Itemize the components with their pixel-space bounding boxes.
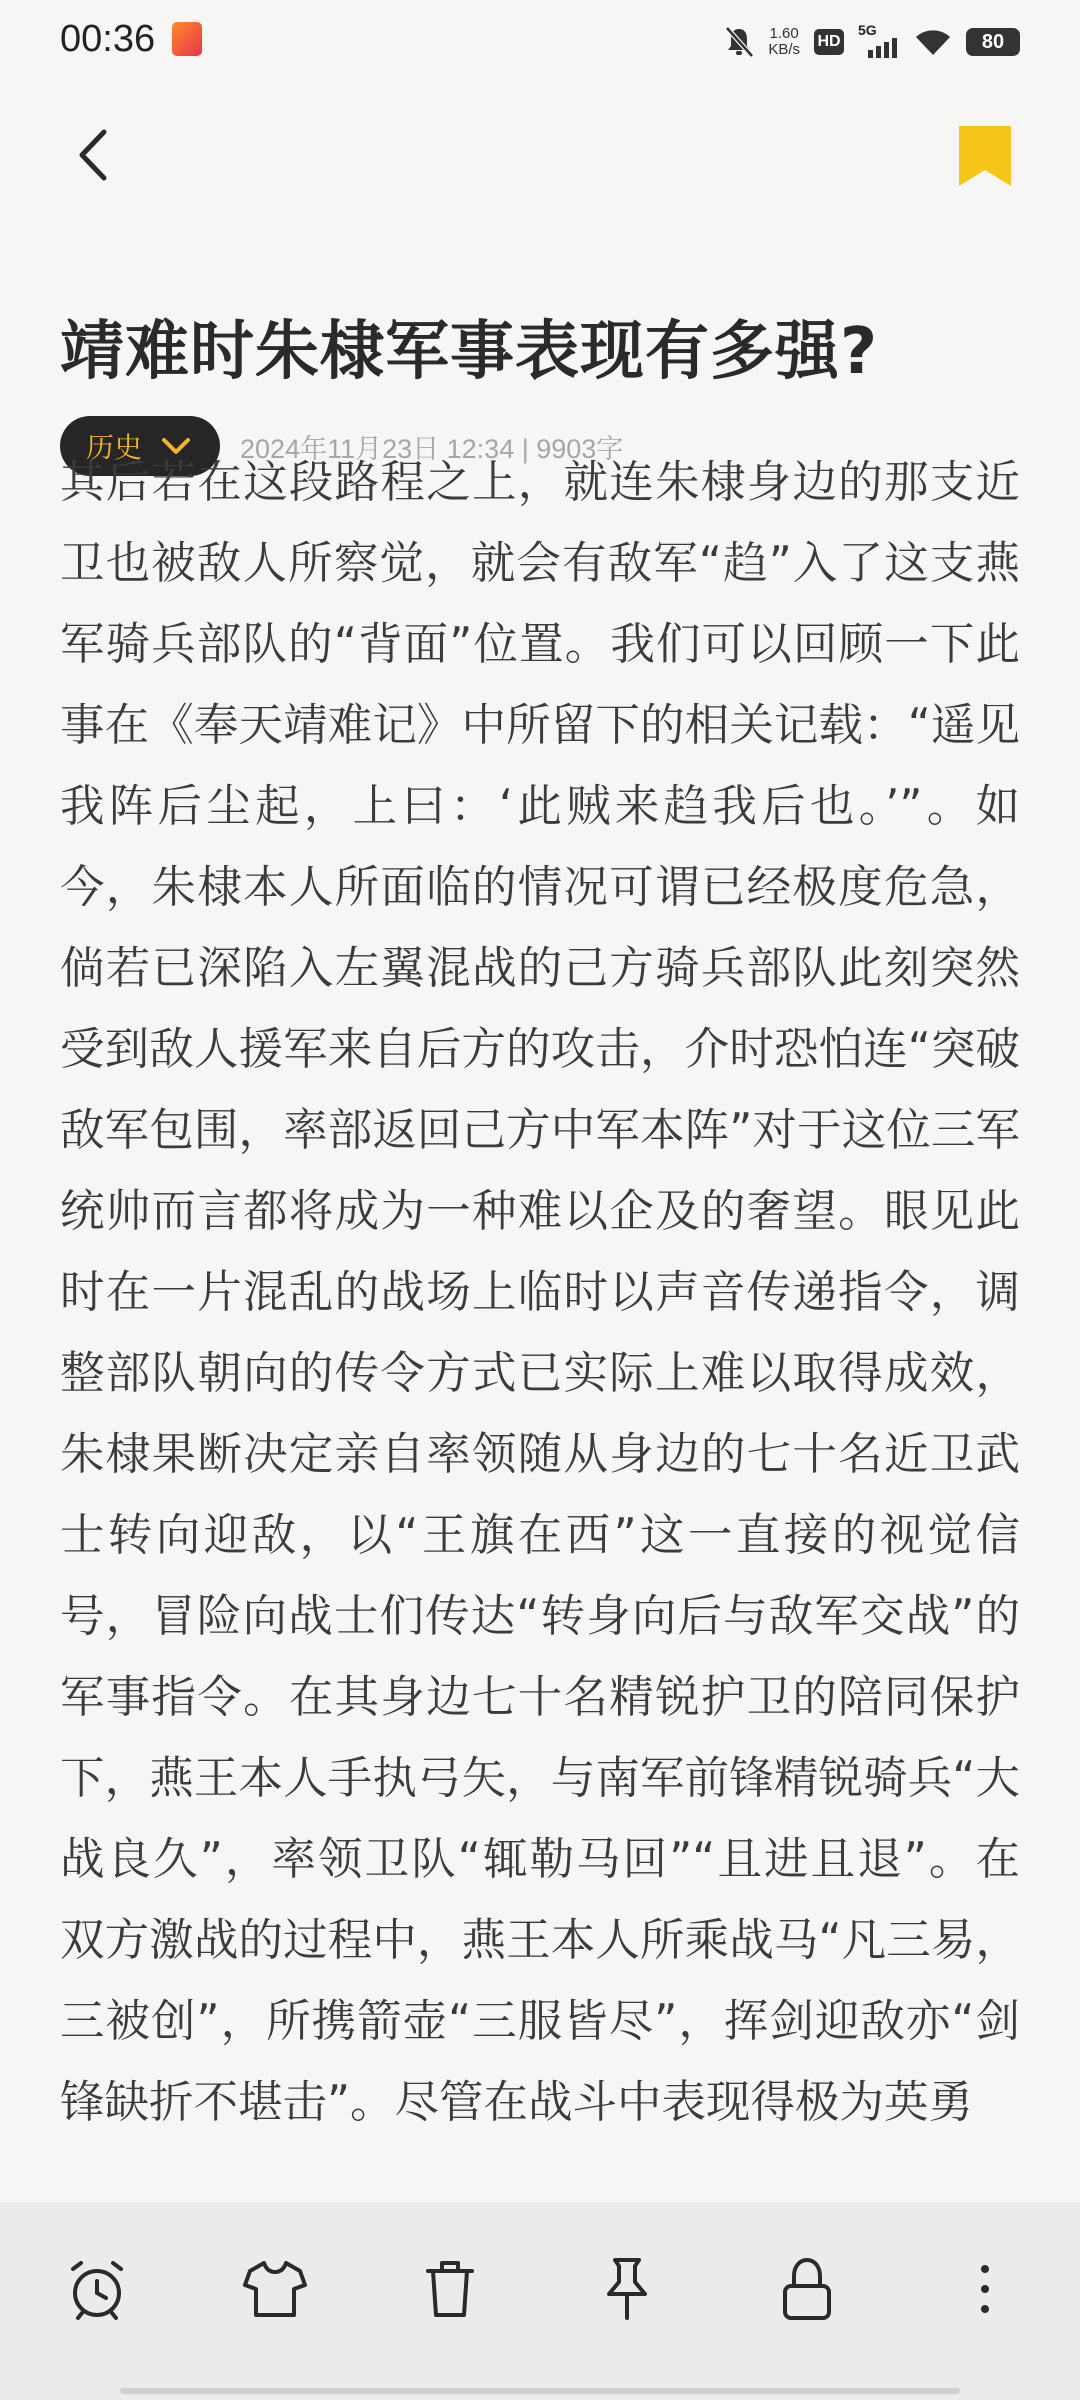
tshirt-icon	[242, 2259, 308, 2319]
cellular-signal-icon	[858, 24, 900, 60]
status-indicators	[724, 20, 1020, 64]
bookmark-button[interactable]	[955, 122, 1015, 192]
hd-badge: HD	[814, 29, 844, 55]
trash-icon	[422, 2257, 478, 2321]
lock-icon	[780, 2256, 834, 2322]
note-content-area[interactable]	[60, 457, 1020, 2202]
page-title: 靖难时朱棣军事表现有多强?	[60, 315, 879, 389]
app-notification-icon	[172, 22, 202, 56]
theme-button[interactable]	[240, 2254, 310, 2324]
article-date-wordcount: 2024年11月23日 12:34 | 9903字	[240, 433, 624, 464]
alarm-button[interactable]	[62, 2254, 132, 2324]
status-bar	[0, 0, 1080, 80]
status-time: 00:36	[60, 18, 156, 60]
bottom-toolbar	[0, 2202, 1080, 2400]
more-vertical-icon	[975, 2259, 995, 2319]
network-speed-unit: KB/s	[768, 41, 800, 58]
more-button[interactable]	[950, 2254, 1020, 2324]
home-indicator	[120, 2388, 960, 2394]
delete-button[interactable]	[415, 2254, 485, 2324]
mute-bell-icon	[724, 25, 754, 59]
battery-indicator: 80	[966, 28, 1020, 56]
pin-icon	[599, 2256, 655, 2322]
back-button[interactable]	[60, 120, 130, 190]
network-speed-value: 1.60	[769, 25, 799, 42]
pin-button[interactable]	[592, 2254, 662, 2324]
alarm-clock-icon	[65, 2257, 129, 2321]
category-label: 历史	[86, 431, 143, 464]
wifi-icon	[914, 27, 952, 57]
bookmark-icon	[955, 122, 1015, 192]
back-arrow-icon	[60, 120, 130, 190]
network-type-label: 5G	[858, 22, 877, 38]
lock-button[interactable]	[772, 2254, 842, 2324]
network-speed	[768, 26, 800, 58]
note-body-text[interactable]: 其后若在这段路程之上，就连朱棣身边的那支近卫也被敌人所察觉，就会有敌军“趋”入了这支燕军骑兵部队的“背面”位置。我们可以回顾一下此事在《奉天靖难记》中所留下的相关记载：“遥见我阵后尘起，上曰：‘此贼来趋我后也。’”。如今，朱棣本人所面临的情况可谓已经极度危急，倘若已深陷入左翼混战的己方骑兵部队此刻突然受到敌人援军来自后方的攻击，介时恐怕连“突破敌军包围，率部返回己方中军本阵”对于这位三军统帅而言都将成为一种难以企及的奢望。眼见此时在一片混乱的战场上临时以声音传递指令，调整部队朝向的传令方式已实际上难以取得成效，朱棣果断决定亲自率领随从身边的七十名近卫武士转向迎敌，以“王旗在西”这一直接的视觉信号，冒险向战士们传达“转身向后与敌军交战”的军事指令。在其身边七十名精锐护卫的陪同保护下，燕王本人手执弓矢，与南军前锋精锐骑兵“大战良久”，率领卫队“辄勒马回”“且进且退”。在双方激战的过程中，燕王本人所乘战马“凡三易，三被创”，所携箭壶“三服皆尽”，挥剑迎敌亦“剑锋缺折不堪击”。尽管在战斗中表现得极为英勇	[60, 457, 1020, 2128]
